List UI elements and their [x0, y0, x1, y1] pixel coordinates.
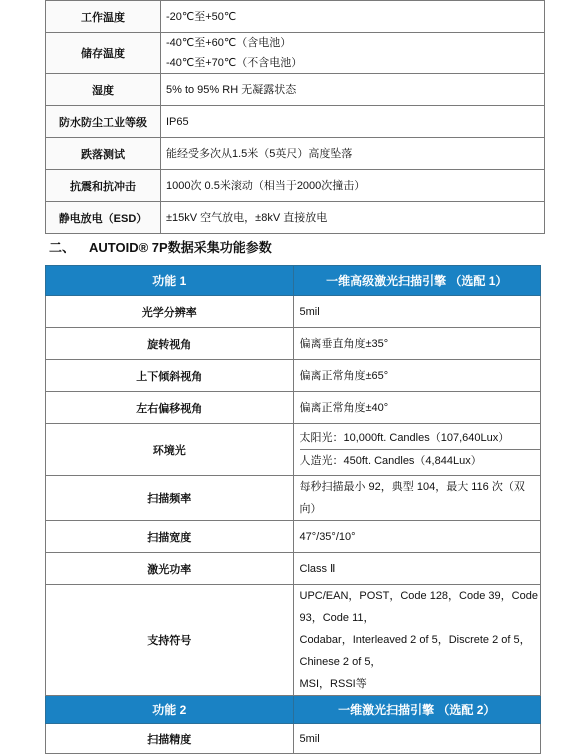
table-row [46, 424, 541, 476]
table-row [46, 296, 541, 328]
spec-value: Class Ⅱ [293, 553, 541, 585]
table-row [46, 170, 545, 202]
spec-value: UPC/EAN，POST，Code 128，Code 39，Code 93，Code 11， Codabar，Interleaved 2 of 5，Discrete 2 of 5，Chinese 2 of 5， MSI，RSSI等 [293, 585, 541, 696]
table-row [46, 585, 541, 696]
table-row [46, 476, 541, 521]
spec-label: 防水防尘工业等级 [46, 106, 161, 138]
spec-value: 每秒扫描最小 92，典型 104，最大 116 次（双向） [293, 476, 541, 521]
spec-label: 支持符号 [46, 585, 294, 696]
function-header-row [46, 696, 541, 724]
table-row [46, 360, 541, 392]
spec-label: 上下倾斜视角 [46, 360, 294, 392]
spec-value: -40℃至+60℃（含电池） -40℃至+70℃（不含电池） [161, 33, 545, 74]
spec-label: 湿度 [46, 74, 161, 106]
spec-value: 太阳光：10,000ft. Candles（107,640Lux） 人造光：450ft. Candles（4,844Lux） [293, 424, 541, 476]
spec-label: 跌落测试 [46, 138, 161, 170]
spec-value: 能经受多次从1.5米（5英尺）高度坠落 [161, 138, 545, 170]
table-row [46, 392, 541, 424]
table-row [46, 724, 541, 754]
environment-spec-table [45, 0, 545, 234]
spec-label: 扫描精度 [46, 724, 294, 754]
spec-value: ±15kV 空气放电，±8kV 直接放电 [161, 202, 545, 234]
spec-value: 47°/35°/10° [293, 521, 541, 553]
function-label: 功能 2 [46, 696, 294, 724]
table-row [46, 74, 545, 106]
spec-label: 抗震和抗冲击 [46, 170, 161, 202]
table-row [46, 202, 545, 234]
spec-value: 5% to 95% RH 无凝露状态 [161, 74, 545, 106]
function-value: 一维高级激光扫描引擎 （选配 1） [293, 266, 541, 296]
spec-label: 左右偏移视角 [46, 392, 294, 424]
spec-value: -20℃至+50℃ [161, 1, 545, 33]
spec-value: 5mil [293, 296, 541, 328]
spec-label: 工作温度 [46, 1, 161, 33]
spec-value: 5mil [293, 724, 541, 754]
spec-label: 扫描频率 [46, 476, 294, 521]
spec-value: 偏离正常角度±40° [293, 392, 541, 424]
table-row [46, 553, 541, 585]
table-row [46, 106, 545, 138]
spec-value: 偏离垂直角度±35° [293, 328, 541, 360]
table-row [46, 521, 541, 553]
table-row [46, 328, 541, 360]
table-row [46, 33, 545, 74]
spec-label: 环境光 [46, 424, 294, 476]
function-header-row [46, 266, 541, 296]
section-number: 二、 [49, 240, 76, 255]
table-row [46, 138, 545, 170]
section-heading [49, 237, 272, 256]
function-label: 功能 1 [46, 266, 294, 296]
section-title: AUTOID® 7P数据采集功能参数 [89, 240, 272, 255]
spec-label: 光学分辨率 [46, 296, 294, 328]
table-row [46, 1, 545, 33]
spec-value: 偏离正常角度±65° [293, 360, 541, 392]
function-value: 一维激光扫描引擎 （选配 2） [293, 696, 541, 724]
spec-label: 静电放电（ESD） [46, 202, 161, 234]
spec-label: 储存温度 [46, 33, 161, 74]
spec-label: 扫描宽度 [46, 521, 294, 553]
spec-label: 激光功率 [46, 553, 294, 585]
spec-value: 1000次 0.5米滚动（相当于2000次撞击） [161, 170, 545, 202]
scan-spec-table [45, 265, 541, 754]
spec-label: 旋转视角 [46, 328, 294, 360]
spec-value: IP65 [161, 106, 545, 138]
